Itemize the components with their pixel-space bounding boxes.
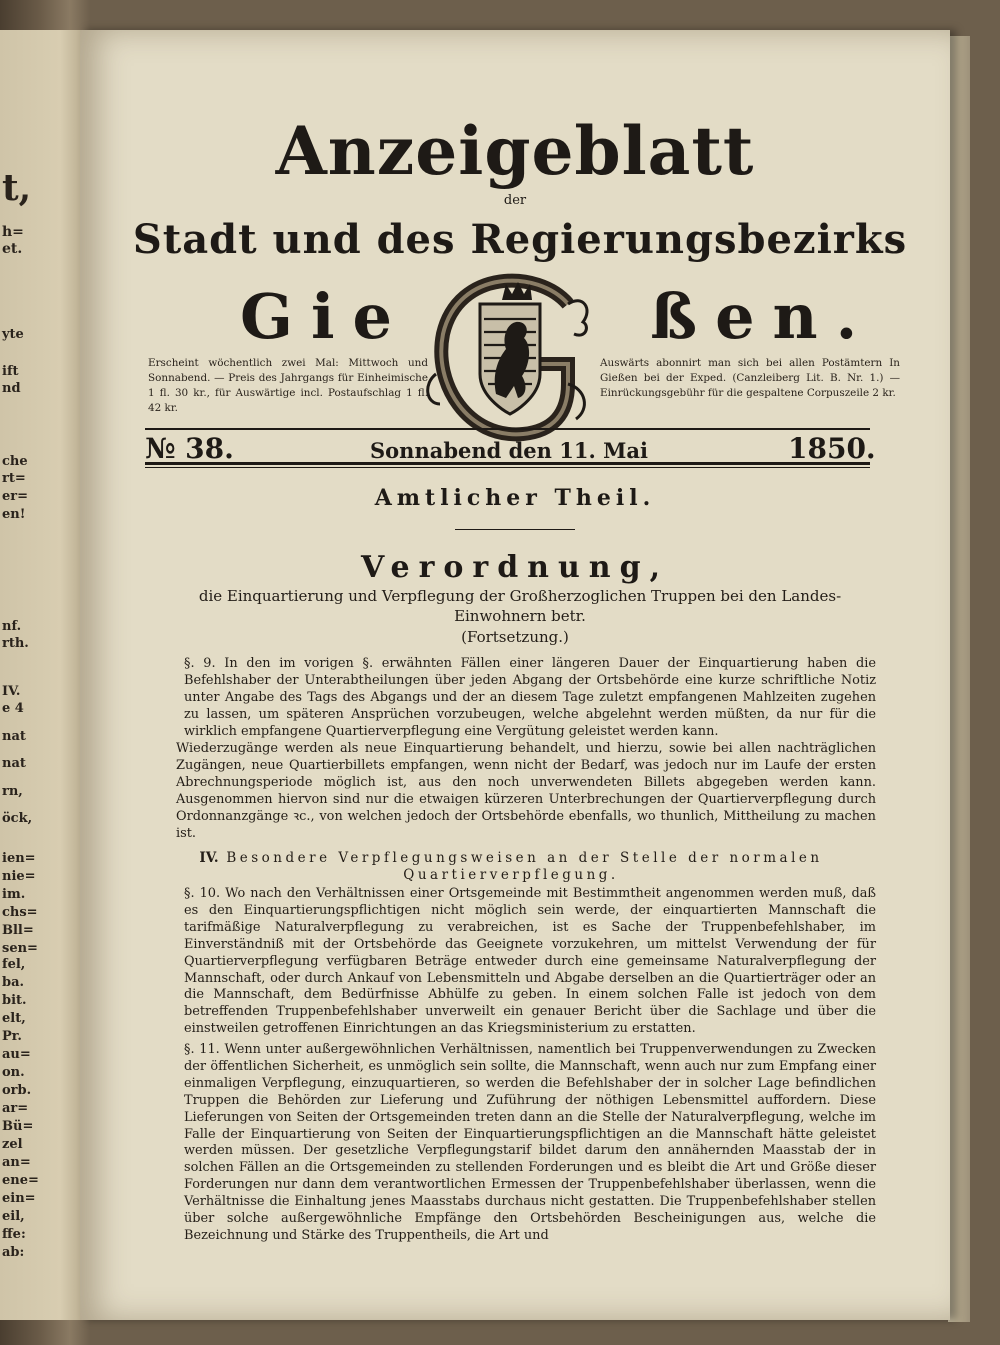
left-page-fragment: rn, — [2, 784, 23, 799]
left-page-fragment: Bü= — [2, 1119, 34, 1134]
masthead-der: der — [503, 193, 527, 208]
left-page-strip — [0, 30, 86, 1320]
left-page-fragment: an= — [2, 1155, 31, 1170]
left-page-fragment: ar= — [2, 1101, 29, 1116]
left-page-fragment: ift — [2, 364, 19, 379]
city-name-right: ßen. — [650, 280, 876, 353]
newspaper-page — [80, 30, 950, 1320]
left-page-fragment: öck, — [2, 811, 33, 826]
paragraph-9b-text: Wiederzugänge werden als neue Einquartierung behandelt, und hierzu, sowie bei allen nachträglichen Zugängen, neue Quartierbillets empfangen, wenn nicht der Bedarf, was jedoch nur im Laufe der ersten Abrechnungsperiode möglich ist, aus den noch unverwendeten Billets abgegeben werden kann. Ausgenommen hiervon sind nur die etwaigen kürzeren Unterbrechungen der Quartierverpflegung durch Ordonnanzgänge ꝛc., von welchen jedoch der Ortsbehörde ebenfalls, wo thunlich, Mittheilung zu machen ist. — [176, 741, 876, 841]
left-page-fragment: on. — [2, 1065, 25, 1080]
left-page-fragment: che — [2, 454, 28, 469]
continuation-note: (Fortsetzung.) — [461, 628, 569, 646]
left-page-fragment: nat — [2, 729, 26, 744]
left-page-fragment: im. — [2, 887, 26, 902]
left-page-fragment: er= — [2, 489, 29, 504]
page-edge — [948, 36, 970, 1322]
paragraph-10 — [146, 886, 876, 1038]
subscription-info-right: Auswärts abonnirt man sich bei allen Postämtern In Gießen bei der Exped. (Canzleiberg Lit. B. Nr. 1.) — Einrückungsgebühr für die gespaltene Corpuszeile 2 kr. — [600, 357, 900, 399]
left-page-fragment: rt= — [2, 471, 26, 486]
left-page-fragment: au= — [2, 1047, 31, 1062]
left-page-fragment: elt, — [2, 1011, 26, 1026]
left-page-fragment: chs= — [2, 905, 38, 920]
masthead-title: Anzeigeblatt — [275, 112, 755, 190]
left-page-fragment: eil, — [2, 1209, 25, 1224]
left-page-fragment: ien= — [2, 851, 36, 866]
paragraph-11-text: §. 11. Wenn unter außergewöhnlichen Verhältnissen, namentlich bei Truppenverwendungen zu Zwecken der öffentlichen Sicherheit, es unmöglich sein sollte, die Mannschaft, wenn auch nur zum Empfang einer einmaligen Verpflegung, einzuquartieren, so werden die Befehlshaber der in solcher Lage befindlichen Truppen die Behörden zur Lieferung und Zuführung der nöthigen Lebensmittel auffordern. Diese Lieferungen von Seiten der Ortsgemeinden treten dann an die Stelle der Naturalverpflegung, welche im Falle der Einquartierung von Seiten der Einquartierungspflichtigen an die Mannschaft hätte geleistet werden müssen. Der gesetzliche Verpflegungstarif bildet darum den annähernden Maasstab der in solchen Fällen an die Ortsgemeinden zu stellenden Forderungen und es bleibt die Art und Größe dieser Forderungen nur dann dem verantwortlichen Ermessen der Truppenbefehlshaber überlassen, wenn die Verhältnisse die Einhaltung jenes Maasstabs durchaus nicht gestatten. Die Truppenbefehlshaber stellen über solche außergewöhnliche Empfänge den Ortsbehörden Bescheinigungen aus, welche die Bezeichnung und Stärke des Truppentheils, die Art und — [184, 1042, 876, 1243]
paragraph-9 — [146, 656, 876, 741]
heading-iv-number: IV. — [199, 850, 219, 866]
left-page-fragment: t, — [2, 167, 32, 209]
issue-rule-bottom-thin — [145, 467, 870, 468]
section-divider — [455, 529, 575, 530]
left-page-fragment: en! — [2, 507, 26, 522]
heading-iv-text: Besondere Verpflegungsweisen an der Stelle der normalen Quartierverpflegung. — [226, 850, 823, 883]
paragraph-9-text: §. 9. In den im vorigen §. erwähnten Fällen einer längeren Dauer der Einquartierung haben die Befehlshaber der Unterabtheilungen über jeden Abgang der Ortsbehörde eine kurze schriftliche Notiz unter Angabe des Tags des Abgangs und der an diesem Tage zuletzt empfangenen Mahlzeiten zugehen zu lassen, um späteren Ansprüchen vorzubeugen, welche abgelehnt werden müßten, da nur für die wirklich empfangene Quartierverpflegung eine Vergütung geleistet werden kann. — [184, 656, 876, 739]
paragraph-9b — [146, 741, 876, 842]
left-page-fragment: ba. — [2, 975, 25, 990]
left-page-fragment: Pr. — [2, 1029, 22, 1044]
left-page-fragment: nd — [2, 381, 21, 396]
issue-date: Sonnabend den 11. Mai — [370, 438, 648, 463]
paragraph-11 — [146, 1042, 876, 1245]
left-page-fragment: h= — [2, 224, 24, 240]
left-page-fragment: bit. — [2, 993, 27, 1008]
left-page-fragment: nf. — [2, 619, 22, 634]
left-page-fragment: e 4 — [2, 701, 24, 716]
issue-number: № 38. — [145, 432, 234, 465]
left-page-fragment: nie= — [2, 869, 36, 884]
left-page-fragment: ab: — [2, 1245, 25, 1260]
issue-rule-top — [145, 428, 870, 430]
left-page-fragment: ene= — [2, 1173, 39, 1188]
paragraph-10-text: §. 10. Wo nach den Verhältnissen einer Ortsgemeinde mit Bestimmtheit angenommen werden muß, daß es den Einquartierungspflichtigen nicht möglich sein werde, der einquartierten Mannschaft die tarifmäßige Naturalverpflegung zu verabreichen, ist es Sache der Truppenbefehlshaber, im Einverständniß mit der Ortsbehörde das Geeignete vorzukehren, um mittelst Verwendung der für Quartierverpflegung verfügbaren Beträge entweder durch eine gemeinsame Naturalverpflegung der Mannschaft, oder durch Ankauf von Lebensmitteln und Abgabe derselben an die Quartierträger oder an die Mannschaft, dem Bedürfnisse Abhülfe zu geben. In einem solchen Falle ist jedoch von dem betreffenden Truppenbefehlshaber unverweilt ein genauer Bericht über die Sachlage und über die einstweilen getroffenen Einrichtungen an das Kriegsministerium zu erstatten. — [184, 886, 876, 1037]
left-page-fragment: Bll= — [2, 923, 34, 938]
heading-iv — [146, 850, 876, 884]
left-page-fragment: nat — [2, 756, 26, 771]
ordinance-subtitle: die Einquartierung und Verpflegung der Großherzoglichen Truppen bei den Landes-Einwohnern betr. — [198, 587, 842, 625]
city-name-left: Gie — [240, 280, 410, 353]
masthead-subtitle: Stadt und des Regierungsbezirks — [132, 216, 908, 263]
left-page-fragment: yte — [2, 327, 24, 342]
ordinance-title: Verordnung, — [360, 550, 670, 585]
left-page-fragment: rth. — [2, 636, 29, 651]
left-page-fragment: ffe: — [2, 1227, 26, 1242]
left-page-fragment: orb. — [2, 1083, 32, 1098]
left-page-fragment: sen= — [2, 941, 38, 956]
subscription-info-left: Erscheint wöchentlich zwei Mal: Mittwoch und Sonnabend. — Preis des Jahrgangs für Einheimische 1 fl. 30 kr., für Auswärtige incl. Postaufschlag 1 fl. 42 kr. — [148, 357, 428, 414]
coat-of-arms-emblem — [418, 264, 598, 454]
left-page-fragment: fel, — [2, 957, 26, 972]
left-page-fragment: ein= — [2, 1191, 36, 1206]
section-title: Amtlicher Theil. — [374, 485, 656, 511]
left-page-fragment: IV. — [2, 684, 21, 699]
issue-year: 1850. — [788, 432, 876, 465]
left-page-fragment: zel — [2, 1137, 23, 1152]
left-page-fragment: et. — [2, 241, 23, 257]
